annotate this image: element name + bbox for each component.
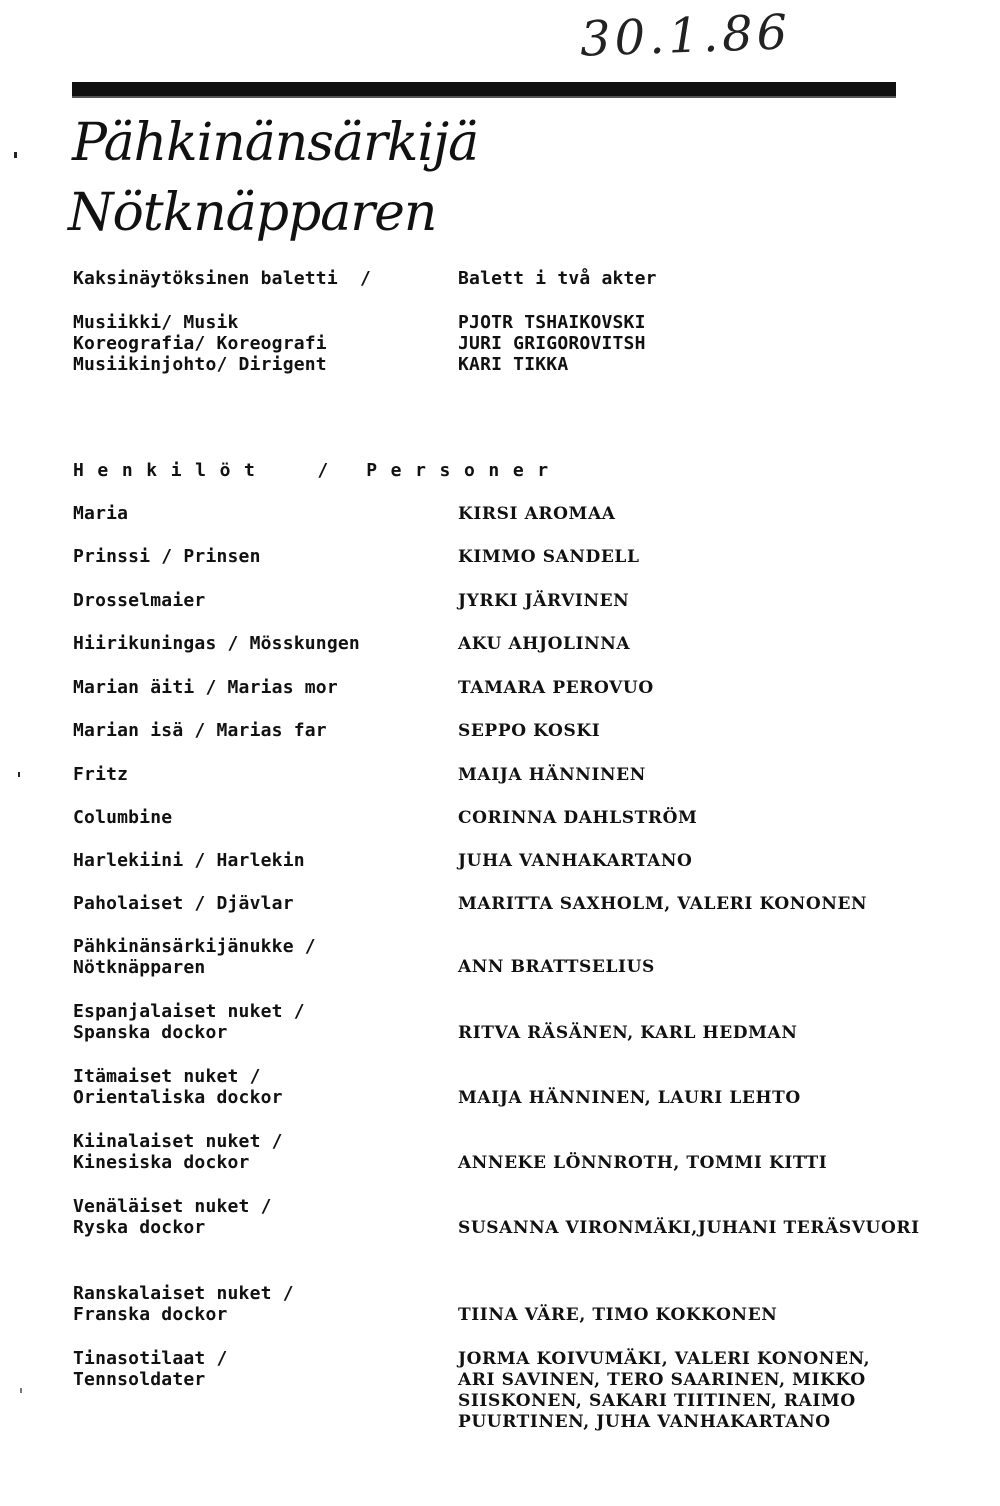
subtitle-finnish: Kaksinäytöksinen baletti / [73, 268, 371, 289]
cast-role: Harlekiini / Harlekin [73, 850, 305, 871]
cast-role: Espanjalaiset nuket / [73, 1001, 305, 1022]
cast-dancer: RITVA RÄSÄNEN, KARL HEDMAN [458, 1023, 798, 1043]
cast-role: Ryska dockor [73, 1217, 206, 1238]
cast-dancer: KIMMO SANDELL [458, 547, 640, 567]
cast-dancer: MARITTA SAXHOLM, VALERI KONONEN [458, 894, 868, 914]
cast-role: Nötknäpparen [73, 957, 206, 978]
cast-dancer: AKU AHJOLINNA [458, 634, 631, 654]
cast-dancer: PUURTINEN, JUHA VANHAKARTANO [458, 1412, 831, 1432]
cast-dancer: CORINNA DAHLSTRÖM [458, 808, 698, 828]
cast-dancer: SUSANNA VIRONMÄKI,JUHANI TERÄSVUORI [458, 1218, 920, 1238]
cast-role: Columbine [73, 807, 173, 828]
title-finnish: Pähkinänsärkijä [72, 113, 479, 173]
cast-role: Prinssi / Prinsen [73, 546, 261, 567]
cast-dancer: ARI SAVINEN, TERO SAARINEN, MIKKO [458, 1370, 866, 1390]
cast-role: Marian isä / Marias far [73, 720, 327, 741]
credit-value-music: PJOTR TSHAIKOVSKI [458, 312, 646, 333]
cast-role: Fritz [73, 764, 129, 785]
scan-speck [20, 1388, 22, 1393]
cast-dancer: TIINA VÄRE, TIMO KOKKONEN [458, 1305, 778, 1325]
ballet-title [68, 108, 479, 248]
subtitle-swedish: Balett i två akter [458, 268, 657, 289]
credit-label-conductor: Musiikinjohto/ Dirigent [73, 354, 327, 375]
credit-value-conductor: KARI TIKKA [458, 354, 569, 375]
top-rule [72, 82, 896, 98]
cast-dancer: JUHA VANHAKARTANO [458, 851, 693, 871]
credit-value-choreography: JURI GRIGOROVITSH [458, 333, 646, 354]
cast-dancer: ANN BRATTSELIUS [458, 957, 655, 977]
cast-role: Pähkinänsärkijänukke / [73, 936, 316, 957]
scan-speck [18, 772, 20, 777]
cast-dancer: JORMA KOIVUMÄKI, VALERI KONONEN, [458, 1349, 871, 1369]
cast-role: Tinasotilaat / [73, 1348, 228, 1369]
cast-dancer: MAIJA HÄNNINEN, LAURI LEHTO [458, 1088, 801, 1108]
cast-role: Kiinalaiset nuket / [73, 1131, 283, 1152]
cast-role: Paholaiset / Djävlar [73, 893, 294, 914]
cast-dancer: ANNEKE LÖNNROTH, TOMMI KITTI [458, 1153, 828, 1173]
cast-role: Tennsoldater [73, 1369, 206, 1390]
credit-label-choreography: Koreografia/ Koreografi [73, 333, 327, 354]
cast-dancer: SIISKONEN, SAKARI TIITINEN, RAIMO [458, 1391, 856, 1411]
title-swedish: Nötknäpparen [68, 183, 437, 243]
cast-dancer: JYRKI JÄRVINEN [458, 591, 630, 611]
cast-dancer: KIRSI AROMAA [458, 504, 616, 524]
cast-role: Orientaliska dockor [73, 1087, 283, 1108]
cast-role: Franska dockor [73, 1304, 228, 1325]
cast-role: Maria [73, 503, 129, 524]
cast-dancer: TAMARA PEROVUO [458, 678, 654, 698]
cast-role: Itämaiset nuket / [73, 1066, 261, 1087]
cast-role: Marian äiti / Marias mor [73, 677, 338, 698]
cast-role: Kinesiska dockor [73, 1152, 250, 1173]
cast-role: Drosselmaier [73, 590, 206, 611]
cast-role: Ranskalaiset nuket / [73, 1283, 294, 1304]
cast-role: Spanska dockor [73, 1022, 228, 1043]
cast-heading: Henkilöt / Personer [73, 460, 562, 481]
cast-dancer: MAIJA HÄNNINEN [458, 765, 646, 785]
handwritten-date: 30.1.86 [579, 4, 793, 68]
cast-dancer: SEPPO KOSKI [458, 721, 601, 741]
credit-label-music: Musiikki/ Musik [73, 312, 239, 333]
cast-role: Venäläiset nuket / [73, 1196, 272, 1217]
cast-role: Hiirikuningas / Mösskungen [73, 633, 360, 654]
scan-speck [14, 152, 17, 158]
